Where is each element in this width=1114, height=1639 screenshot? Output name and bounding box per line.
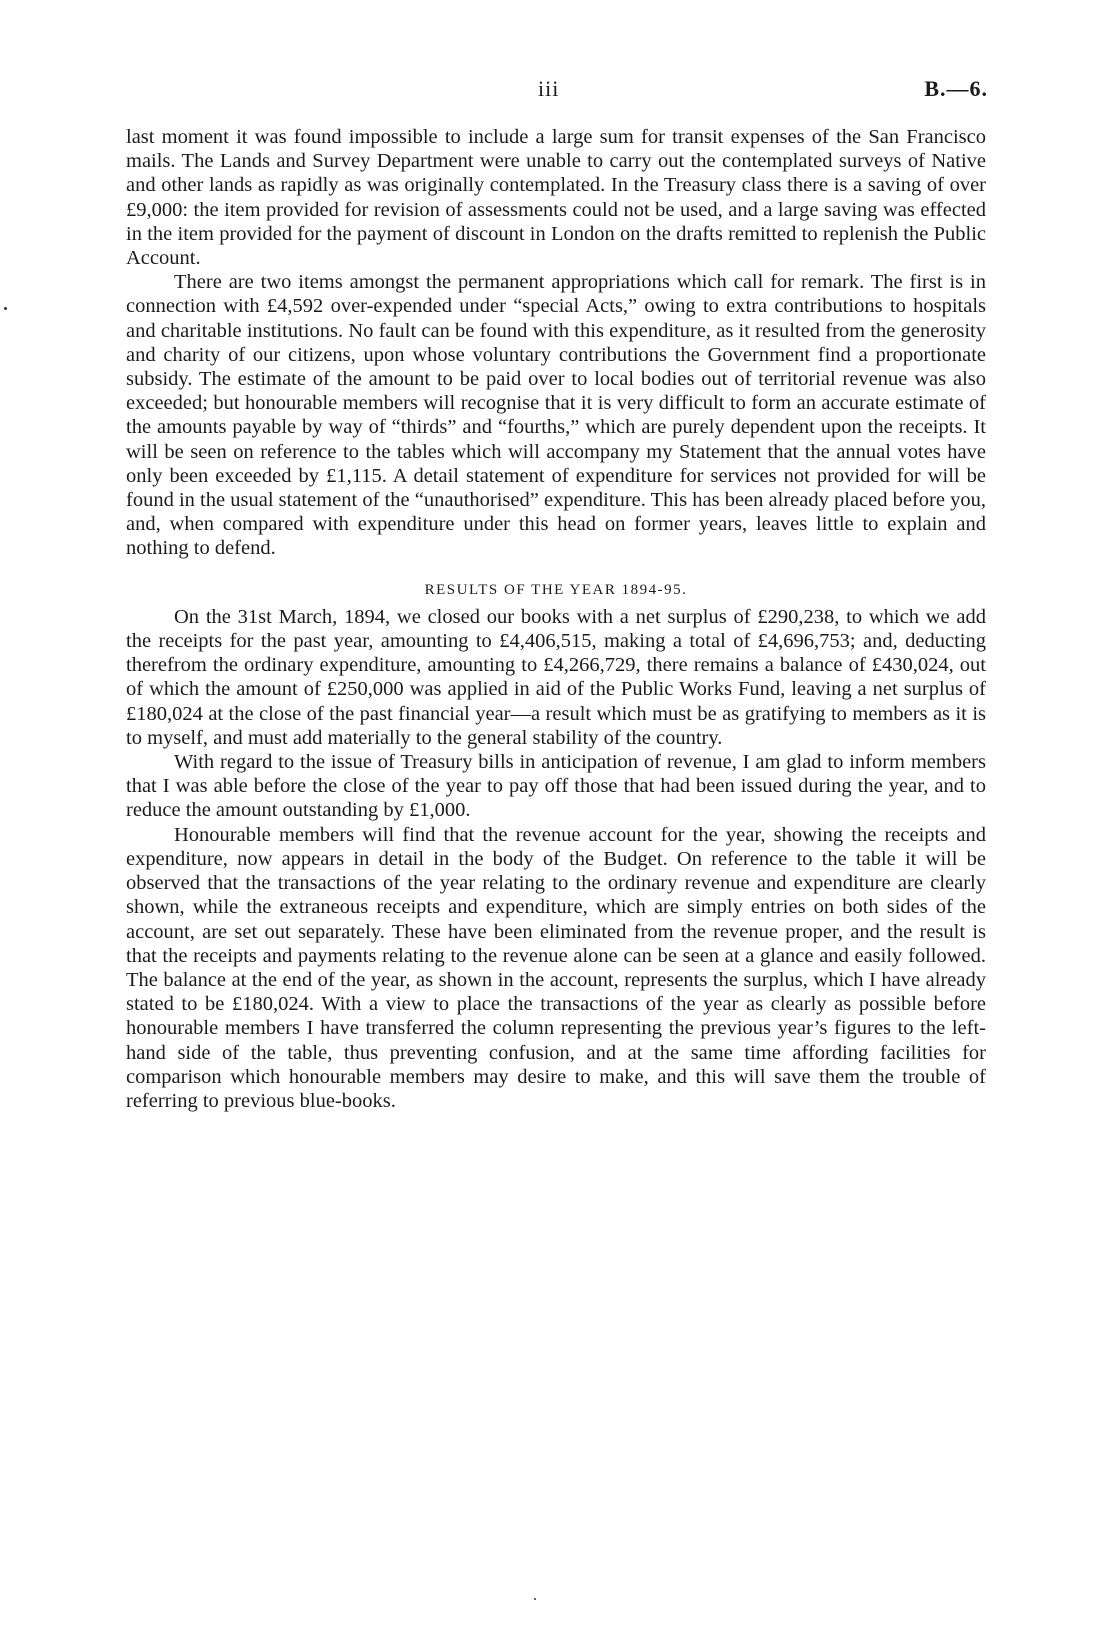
body-text [126, 125, 986, 1113]
paragraph-revenue-account: Honourable members will find that the revenue account for the year, showing the receipts and expenditure, now appears in detail in the body of the Budget. On reference to the table it will be observed that the transactions of the year relating to the ordinary revenue and expenditure are clearly shown, while the extraneous receipts and expenditure, which are simply entries on both sides of the account, are set out separately. These have been eliminated from the revenue proper, and the result is that the receipts and payments relating to the revenue alone can be seen at a glance and easily followed. The balance at the end of the year, as shown in the account, represents the surplus, which I have already stated to be £180,024. With a view to place the transactions of the year as clearly as possible before honourable members I have transferred the column representing the previous year’s figures to the left-hand side of the table, thus preventing confusion, and at the same time affording facilities for comparison which honourable members may desire to make, and this will save them the trouble of referring to previous blue-books. [126, 823, 986, 1112]
bottom-mark [534, 1598, 536, 1600]
document-reference: B.—6. [924, 76, 988, 101]
paragraph-treasury-bills: With regard to the issue of Treasury bills in anticipation of revenue, I am glad to inform members that I was able before the close of the year to pay off those that had been issued during the year, and to reduce the amount outstanding by £1,000. [126, 751, 986, 822]
paragraph-continuation: last moment it was found impossible to include a large sum for transit expenses of the San Francisco mails. The Lands and Survey Department were unable to carry out the contemplated surveys of Native and other lands as rapidly as was originally contemplated. In the Treasury class there is a saving of over £9,000: the item provided for revision of assessments could not be used, and a large saving was effected in the item provided for the payment of discount in London on the drafts remitted to replenish the Public Account. [126, 126, 986, 270]
page-header [0, 76, 1114, 106]
margin-mark [4, 307, 7, 310]
section-heading: RESULTS OF THE YEAR 1894-95. [424, 581, 688, 598]
paragraph-results: On the 31st March, 1894, we closed our books with a net surplus of £290,238, to which we add the receipts for the past year, amounting to £4,406,515, making a total of £4,696,753; and, deducting therefrom the ordinary expenditure, amounting to £4,266,729, there remains a balance of £430,024, out of which the amount of £250,000 was applied in aid of the Public Works Fund, leaving a net surplus of £180,024 at the close of the past financial year—a result which must be as gratifying to members as it is to myself, and must add materially to the general stability of the country. [126, 605, 986, 749]
page-number: iii [538, 76, 560, 101]
paragraph-permanent-appropriations: There are two items amongst the permanent appropriations which call for remark. The first is in connection with £4,592 over-expended under “special Acts,” owing to extra contributions to hospitals and charitable institutions. No fault can be found with this expenditure, as it resulted from the generosity and charity of our citizens, upon whose voluntary contributions the Government find a proportionate subsidy. The estimate of the amount to be paid over to local bodies out of territorial revenue was also exceeded; but honourable members will recognise that it is very difficult to form an accurate estimate of the amounts payable by way of “thirds” and “fourths,” which are purely dependent upon the receipts. It will be seen on reference to the tables which will accompany my Statement that the annual votes have only been exceeded by £1,115. A detail statement of expenditure for services not provided for will be found in the usual statement of the “unauthorised” expenditure. This has been already placed before you, and, when compared with expenditure under this head on former years, leaves little to explain and nothing to defend. [126, 271, 986, 560]
